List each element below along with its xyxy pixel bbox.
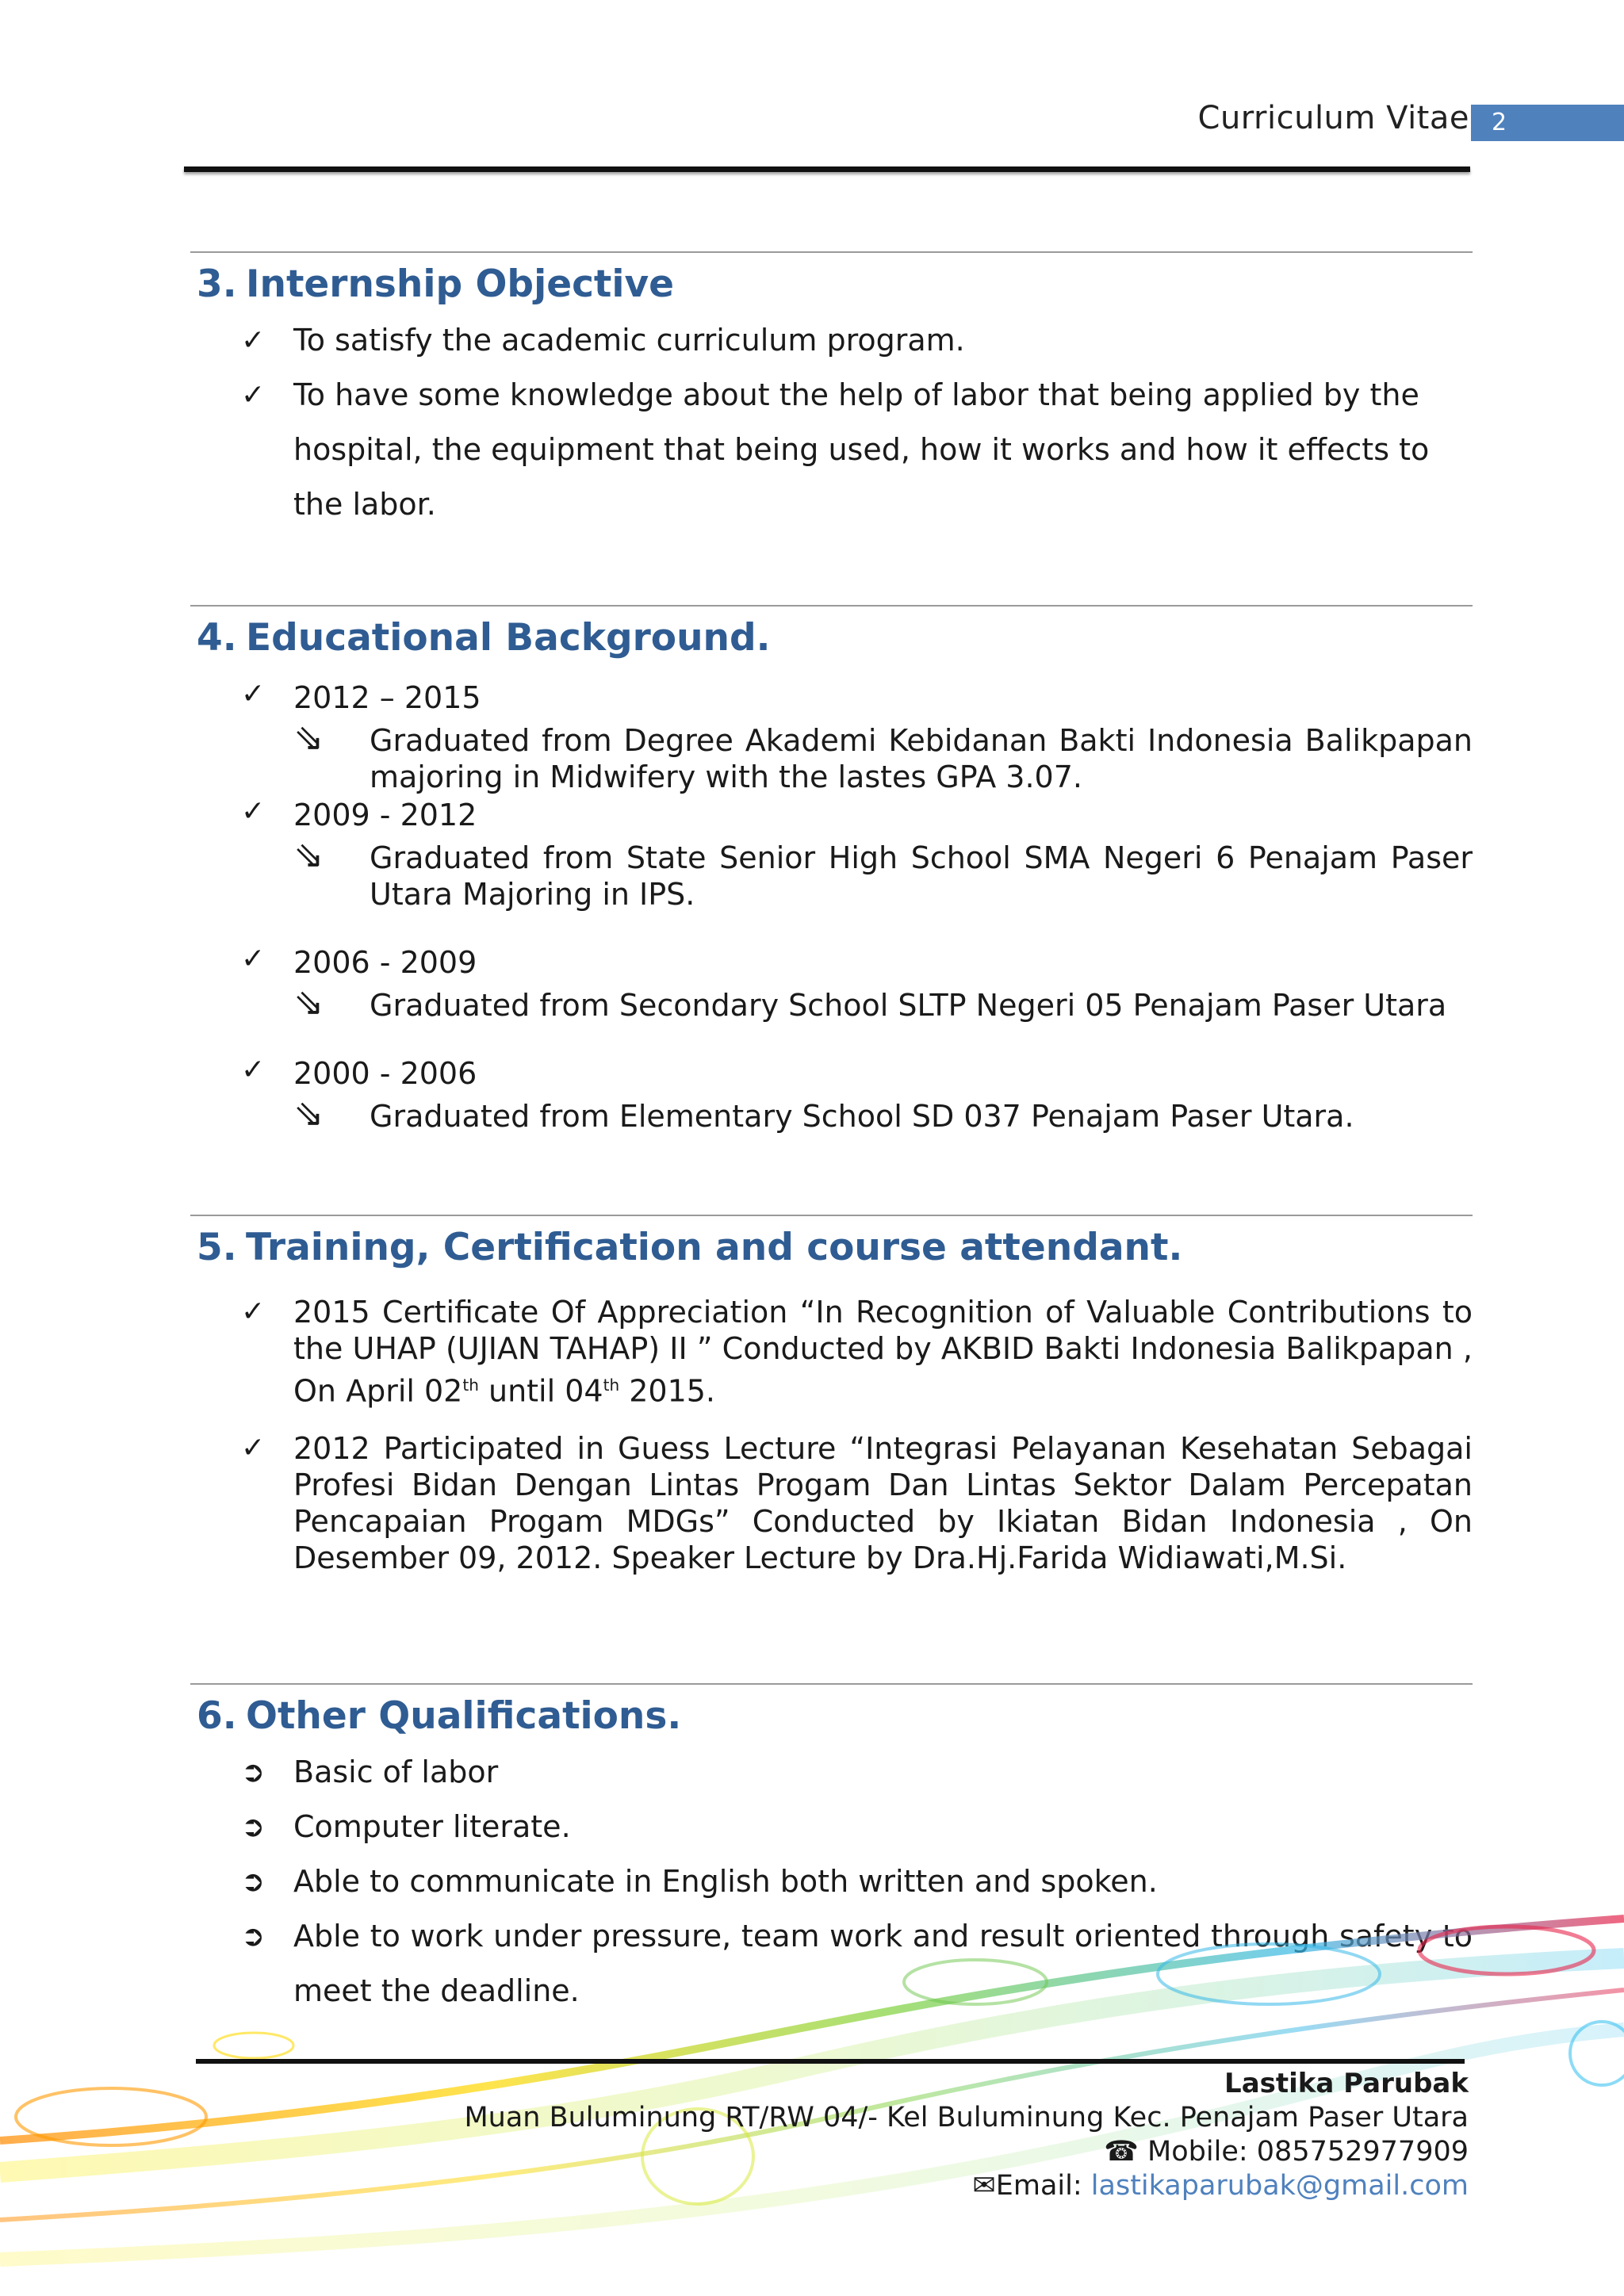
- telephone-icon: ☎: [1104, 2136, 1139, 2168]
- education-detail: [293, 1092, 1473, 1135]
- section-title-text: Training, Certification and course attendant.: [246, 1226, 1183, 1269]
- header-title: Curriculum Vitae: [1197, 100, 1469, 136]
- email-icon: ✉: [972, 2170, 996, 2202]
- ordinal-suffix: th: [603, 1376, 620, 1395]
- education-detail-text: Graduated from Elementary School SD 037 Penajam Paser Utara.: [370, 1099, 1354, 1134]
- education-detail: [293, 981, 1473, 1024]
- list-item: [192, 1800, 1473, 1854]
- list-item-text: To have some knowledge about the help of labor that being applied by the hospital, the equipment that being used, how it works and how it effects to the labor.: [293, 377, 1430, 522]
- list-item: [192, 1745, 1473, 1800]
- section-divider: [190, 605, 1473, 607]
- arrow-bullet-icon: ➲: [241, 1920, 266, 1953]
- section-internship: [192, 251, 1473, 532]
- arrow-icon: ⇘: [293, 1092, 324, 1135]
- section-education: [192, 605, 1473, 1135]
- section-number: 5.: [197, 1226, 237, 1269]
- section-number: 6.: [197, 1694, 237, 1738]
- education-years: 2000 - 2006: [293, 1056, 477, 1091]
- section-divider: [190, 1215, 1473, 1216]
- section-title-text: Educational Background.: [246, 616, 771, 660]
- arrow-icon: ⇘: [293, 833, 324, 876]
- section-divider: [190, 1683, 1473, 1685]
- education-detail: [293, 716, 1473, 795]
- education-years: 2009 - 2012: [293, 798, 477, 832]
- education-entry: [192, 678, 1473, 795]
- section-title-text: Internship Objective: [246, 262, 675, 306]
- email-label: Email:: [995, 2170, 1091, 2202]
- training-text: 2012 Participated in Guess Lecture “Integrasi Pelayanan Kesehatan Sebagai Profesi Bidan Dengan Lintas Progam Dan Lintas Sektor Dalam Percepatan Pencapaian Progam MDGs” Conducted by Ikiatan Bidan Indonesia , On Desember 09, 2012. Speaker Lecture by Dra.Hj.Farida Widiawati,M.Si.: [293, 1430, 1473, 1575]
- list-item-text: Able to work under pressure, team work and result oriented through safety to meet the deadline.: [293, 1919, 1473, 2008]
- education-detail-text: Graduated from Secondary School SLTP Negeri 05 Penajam Paser Utara: [370, 988, 1447, 1023]
- arrow-icon: ⇘: [293, 716, 324, 759]
- section-number: 3.: [197, 262, 237, 306]
- checkmark-icon: ✓: [241, 1295, 266, 1328]
- education-years: 2006 - 2009: [293, 945, 477, 980]
- education-entry: [192, 1054, 1473, 1135]
- list-item-text: To satisfy the academic curriculum program.: [293, 323, 965, 358]
- training-text: 2015 Certificate Of Appreciation “In Recognition of Valuable Contributions to the UHAP (UJIAN TAHAP) II ” Conducted by AKBID Bakti Indonesia Balikpapan , On April 02: [293, 1295, 1473, 1409]
- arrow-bullet-icon: ➲: [241, 1811, 266, 1843]
- list-item-text: Basic of labor: [293, 1755, 499, 1789]
- page-number: 2: [1471, 105, 1624, 141]
- education-years: 2012 – 2015: [293, 680, 481, 715]
- education-detail-text: Graduated from State Senior High School SMA Negeri 6 Penajam Paser Utara Majoring in IPS.: [370, 840, 1473, 912]
- list-item-text: Able to communicate in English both written and spoken.: [293, 1864, 1158, 1899]
- education-entry: [192, 943, 1473, 1024]
- section-title: [197, 259, 1473, 310]
- mobile-label: Mobile:: [1147, 2136, 1257, 2168]
- header-rule: [184, 166, 1470, 172]
- checkmark-icon: ✓: [241, 324, 266, 357]
- footer-email: [464, 2169, 1469, 2203]
- checkmark-icon: ✓: [241, 943, 266, 975]
- education-entry: [192, 795, 1473, 913]
- section-number: 4.: [197, 616, 237, 660]
- list-item: [192, 313, 1473, 368]
- checkmark-icon: ✓: [241, 1431, 266, 1464]
- section-training: [192, 1215, 1473, 1576]
- education-detail: [293, 833, 1473, 913]
- training-text: 2015.: [619, 1373, 716, 1409]
- section-title: [197, 613, 1473, 664]
- mobile-number: 085752977909: [1256, 2136, 1469, 2168]
- list-item-text: Computer literate.: [293, 1809, 571, 1844]
- arrow-bullet-icon: ➲: [241, 1756, 266, 1789]
- checkmark-icon: ✓: [241, 379, 266, 411]
- training-entry: [192, 1430, 1473, 1576]
- arrow-icon: ⇘: [293, 981, 324, 1024]
- section-title: [197, 1691, 1473, 1742]
- ordinal-suffix: th: [462, 1376, 479, 1395]
- footer-name: Lastika Parubak: [1224, 2068, 1469, 2099]
- list-item: [192, 368, 1473, 532]
- education-detail-text: Graduated from Degree Akademi Kebidanan Bakti Indonesia Balikpapan majoring in Midwifery with the lastes GPA 3.07.: [370, 723, 1473, 794]
- checkmark-icon: ✓: [241, 678, 266, 710]
- email-link[interactable]: lastikaparubak@gmail.com: [1090, 2170, 1469, 2202]
- arrow-bullet-icon: ➲: [241, 1866, 266, 1898]
- footer-contact: [464, 2067, 1469, 2203]
- training-entry: [192, 1294, 1473, 1410]
- section-title-text: Other Qualifications.: [246, 1694, 682, 1738]
- footer-mobile: [464, 2135, 1469, 2169]
- section-title: [197, 1223, 1473, 1273]
- section-divider: [190, 251, 1473, 253]
- training-text: until 04: [478, 1373, 603, 1409]
- checkmark-icon: ✓: [241, 1054, 266, 1086]
- footer-rule: [196, 2059, 1465, 2064]
- checkmark-icon: ✓: [241, 795, 266, 828]
- footer-address: Muan Buluminung RT/RW 04/- Kel Buluminung Kec. Penajam Paser Utara: [464, 2102, 1469, 2133]
